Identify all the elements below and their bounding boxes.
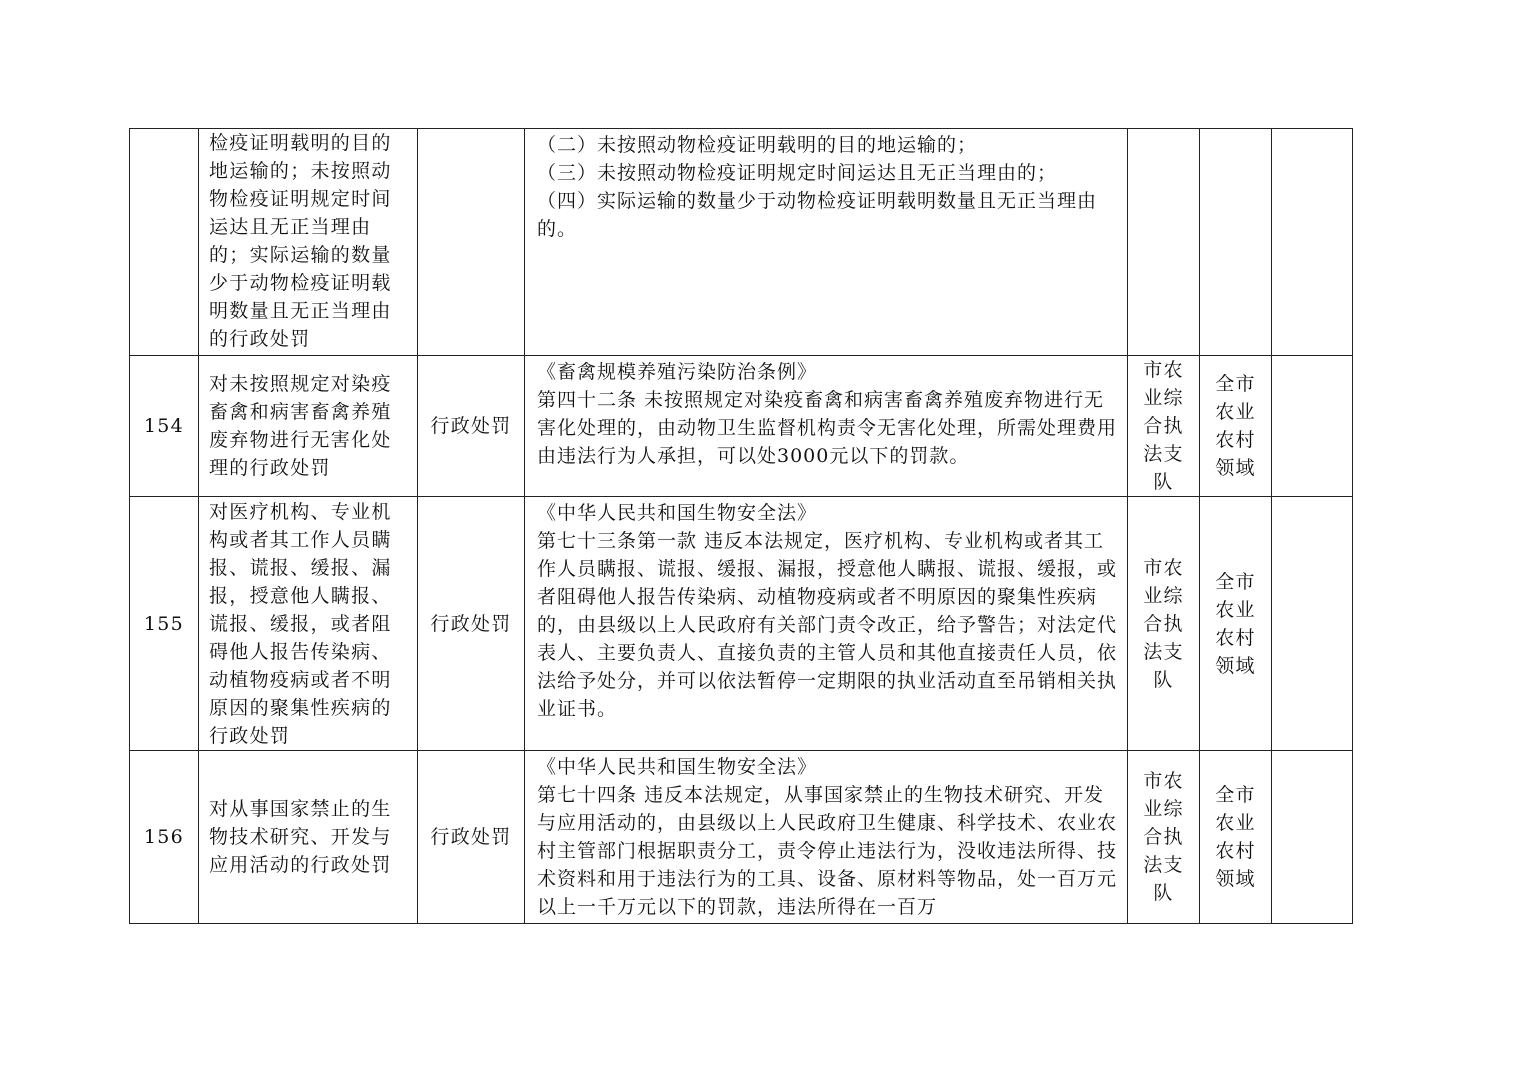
scope-text: 全市农业农村领域 [1215,784,1256,890]
basis-line: （二）未按照动物检疫证明载明的目的地运输的； [537,134,978,156]
item-number [130,129,199,356]
document-page [129,128,1352,924]
scope-text: 全市农业农村领域 [1215,373,1256,479]
scope [1200,356,1272,497]
item-number: 155 [130,497,199,751]
basis-line: 第七十三条第一款 违反本法规定，医疗机构、专业机构或者其工作人员瞒报、谎报、缓报、漏报，授意他人瞒报、谎报、缓报，或者阻碍他人报告传染病、动植物疫病或者不明原因的聚集性疾病的，由县级以上人民政府有关部门责令改正，给予警告；对法定代表人、主要负责人、直接负责的主管人员和其他直接责任人员，依法给予处分，并可以依法暂停一定期限的执业活动直至吊销相关执业证书。 [537,530,1118,720]
basis-line: （三）未按照动物检疫证明规定时间运达且无正当理由的； [537,162,1058,184]
note [1272,356,1353,497]
item-name: 检疫证明载明的目的地运输的；未按照动物检疫证明规定时间运达且无正当理由的；实际运输的数量少于动物检疫证明载明数量且无正当理由的行政处罚 [199,129,418,356]
item-type: 行政处罚 [418,356,525,497]
scope [1200,751,1272,924]
item-number: 156 [130,751,199,924]
legal-basis [525,356,1128,497]
basis-line: 第七十四条 违反本法规定，从事国家禁止的生物技术研究、开发与应用活动的，由县级以上人民政府卫生健康、科学技术、农业农村主管部门根据职责分工，责令停止违法行为，没收违法所得、技术资料和用于违法行为的工具、设备、原材料等物品，处一百万元以上一千万元以下的罚款，违法所得在一百万 [537,784,1118,918]
item-name: 对未按照规定对染疫畜禽和病害畜禽养殖废弃物进行无害化处理的行政处罚 [199,356,418,497]
dept-text: 市农业综合执法支队 [1143,359,1184,493]
table-row [130,751,1353,924]
scope-text: 全市农业农村领域 [1215,570,1256,677]
enforcement-dept [1128,356,1200,497]
legal-basis [525,129,1128,356]
scope [1200,497,1272,751]
item-type: 行政处罚 [418,751,525,924]
note [1272,497,1353,751]
legal-basis [525,751,1128,924]
item-type: 行政处罚 [418,497,525,751]
basis-title: 《中华人民共和国生物安全法》 [537,756,818,778]
basis-line: （四）实际运输的数量少于动物检疫证明载明数量且无正当理由的。 [537,190,1098,240]
penalty-table [129,128,1353,924]
item-type [418,129,525,356]
note [1272,751,1353,924]
item-number: 154 [130,356,199,497]
enforcement-dept [1128,751,1200,924]
enforcement-dept [1128,497,1200,751]
table-row [130,356,1353,497]
item-name: 对从事国家禁止的生物技术研究、开发与应用活动的行政处罚 [199,751,418,924]
basis-title: 《中华人民共和国生物安全法》 [537,502,818,524]
item-name: 对医疗机构、专业机构或者其工作人员瞒报、谎报、缓报、漏报，授意他人瞒报、谎报、缓报，或者阻碍他人报告传染病、动植物疫病或者不明原因的聚集性疾病的行政处罚 [199,497,418,751]
basis-line: 第四十二条 未按照规定对染疫畜禽和病害畜禽养殖废弃物进行无害化处理的，由动物卫生监督机构责令无害化处理，所需处理费用由违法行为人承担，可以处3000元以下的罚款。 [537,389,1118,467]
note [1272,129,1353,356]
enforcement-dept [1128,129,1200,356]
basis-title: 《畜禽规模养殖污染防治条例》 [537,361,818,383]
table-row [130,129,1353,356]
legal-basis [525,497,1128,751]
scope [1200,129,1272,356]
dept-text: 市农业综合执法支队 [1143,770,1184,904]
table-row [130,497,1353,751]
dept-text: 市农业综合执法支队 [1143,556,1184,691]
